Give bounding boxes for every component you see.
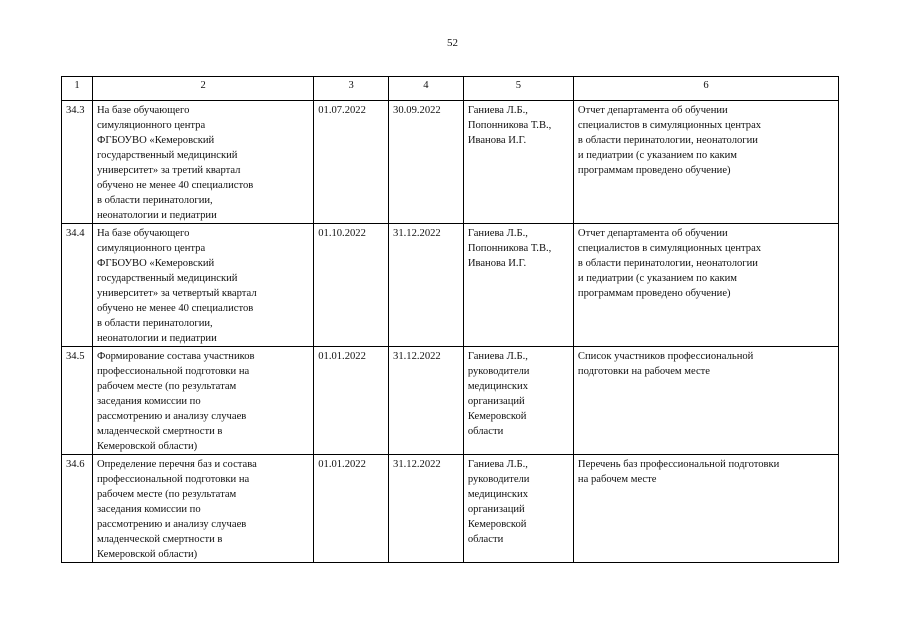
start-date: 01.01.2022 <box>314 347 389 455</box>
end-date: 31.12.2022 <box>389 455 464 563</box>
table-row <box>62 101 839 224</box>
responsible-persons: Ганиева Л.Б., Попонникова Т.В., Иванова И.Г. <box>463 101 573 224</box>
start-date: 01.01.2022 <box>314 455 389 563</box>
table-header-row <box>62 77 839 101</box>
table-row <box>62 224 839 347</box>
item-description: На базе обучающего симуляционного центра ФГБОУВО «Кемеровский государственный медицинский университет» за третий квартал обучено не менее 40 специалистов в области перинатологии, неонатологии и педиатрии <box>92 101 313 224</box>
start-date: 01.07.2022 <box>314 101 389 224</box>
column-header-4: 4 <box>389 77 464 101</box>
column-header-3: 3 <box>314 77 389 101</box>
column-header-5: 5 <box>463 77 573 101</box>
column-header-6: 6 <box>573 77 838 101</box>
responsible-persons: Ганиева Л.Б., руководители медицинских организаций Кемеровской области <box>463 347 573 455</box>
plan-table <box>61 76 839 563</box>
item-number: 34.5 <box>62 347 93 455</box>
end-date: 31.12.2022 <box>389 347 464 455</box>
expected-result: Отчет департамента об обучении специалистов в симуляционных центрах в области перинатологии, неонатологии и педиатрии (с указанием по каким программам проведено обучение) <box>573 101 838 224</box>
responsible-persons: Ганиева Л.Б., руководители медицинских организаций Кемеровской области <box>463 455 573 563</box>
page-number: 52 <box>447 37 458 49</box>
item-number: 34.3 <box>62 101 93 224</box>
table-row <box>62 455 839 563</box>
column-header-1: 1 <box>62 77 93 101</box>
end-date: 31.12.2022 <box>389 224 464 347</box>
expected-result: Отчет департамента об обучении специалистов в симуляционных центрах в области перинатологии, неонатологии и педиатрии (с указанием по каким программам проведено обучение) <box>573 224 838 347</box>
item-description: На базе обучающего симуляционного центра ФГБОУВО «Кемеровский государственный медицинский университет» за четвертый квартал обучено не менее 40 специалистов в области перинатологии, неонатологии и педиатрии <box>92 224 313 347</box>
expected-result: Список участников профессиональной подготовки на рабочем месте <box>573 347 838 455</box>
expected-result: Перечень баз профессиональной подготовки на рабочем месте <box>573 455 838 563</box>
start-date: 01.10.2022 <box>314 224 389 347</box>
table-row <box>62 347 839 455</box>
item-description: Формирование состава участников профессиональной подготовки на рабочем месте (по результатам заседания комиссии по рассмотрению и анализу случаев младенческой смертности в Кемеровской области) <box>92 347 313 455</box>
item-number: 34.4 <box>62 224 93 347</box>
end-date: 30.09.2022 <box>389 101 464 224</box>
column-header-2: 2 <box>92 77 313 101</box>
responsible-persons: Ганиева Л.Б., Попонникова Т.В., Иванова И.Г. <box>463 224 573 347</box>
item-number: 34.6 <box>62 455 93 563</box>
item-description: Определение перечня баз и состава профессиональной подготовки на рабочем месте (по результатам заседания комиссии по рассмотрению и анализу случаев младенческой смертности в Кемеровской области) <box>92 455 313 563</box>
